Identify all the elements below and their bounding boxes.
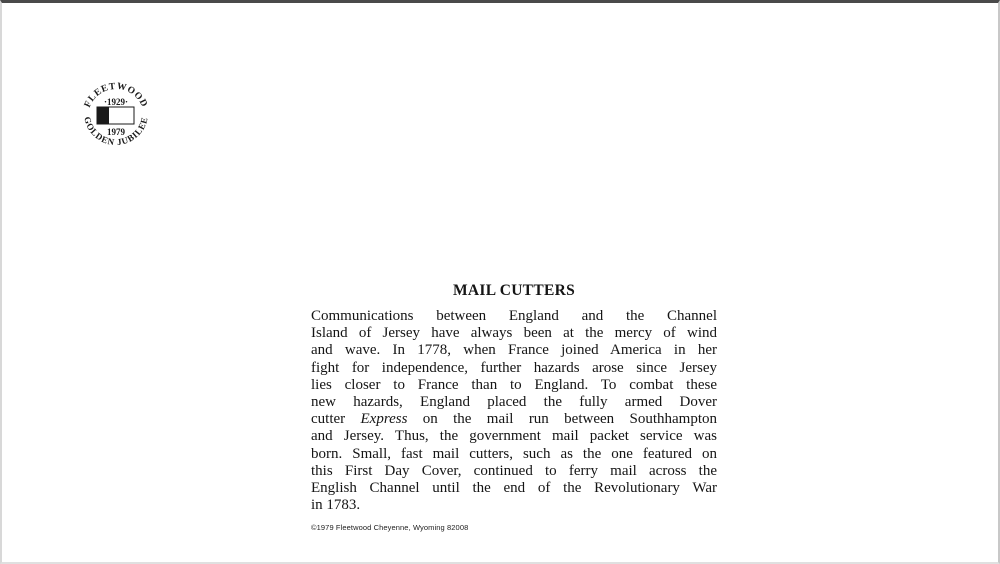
article-line: new hazards, England placed the fully armed Dover <box>311 394 717 411</box>
ship-name: Express <box>360 411 408 428</box>
article-line: lies closer to France than to England. To combat these <box>311 376 717 393</box>
copyright-notice: ©1979 Fleetwood Cheyenne, Wyoming 82008 <box>311 523 469 533</box>
article-line-with-ship-name <box>311 411 717 428</box>
article-title: MAIL CUTTERS <box>452 282 576 299</box>
seal-logo-icon <box>74 73 158 157</box>
fleetwood-golden-jubilee-seal <box>74 73 158 157</box>
article-line: and Jersey. Thus, the government mail packet service was <box>311 428 717 445</box>
article-text: cutter <box>311 411 361 428</box>
article-line: this First Day Cover, continued to ferry mail across the <box>311 462 717 479</box>
article-line: Communications between England and the Channel <box>311 308 717 324</box>
article <box>311 281 717 532</box>
svg-text:· GOLDEN JUBILEE ·: GOLDEN JUBILEE <box>82 115 150 148</box>
article-body <box>311 308 717 514</box>
svg-text:FLEETWOOD: FLEETWOOD <box>82 81 150 110</box>
article-line: and wave. In 1778, when France joined America in her <box>311 342 717 359</box>
article-line: Island of Jersey have always been at the mercy of wind <box>311 325 717 342</box>
svg-text:·1929·: ·1929· <box>103 97 129 107</box>
article-line: English Channel until the end of the Revolutionary War <box>311 480 717 497</box>
article-line: fight for independence, further hazards arose since Jersey <box>311 359 717 376</box>
svg-text:1979: 1979 <box>107 127 125 137</box>
article-line: born. Small, fast mail cutters, such as the one featured on <box>311 445 717 462</box>
article-line: in 1783. <box>311 497 361 514</box>
article-text: on the mail run between Southhampton <box>407 411 717 428</box>
